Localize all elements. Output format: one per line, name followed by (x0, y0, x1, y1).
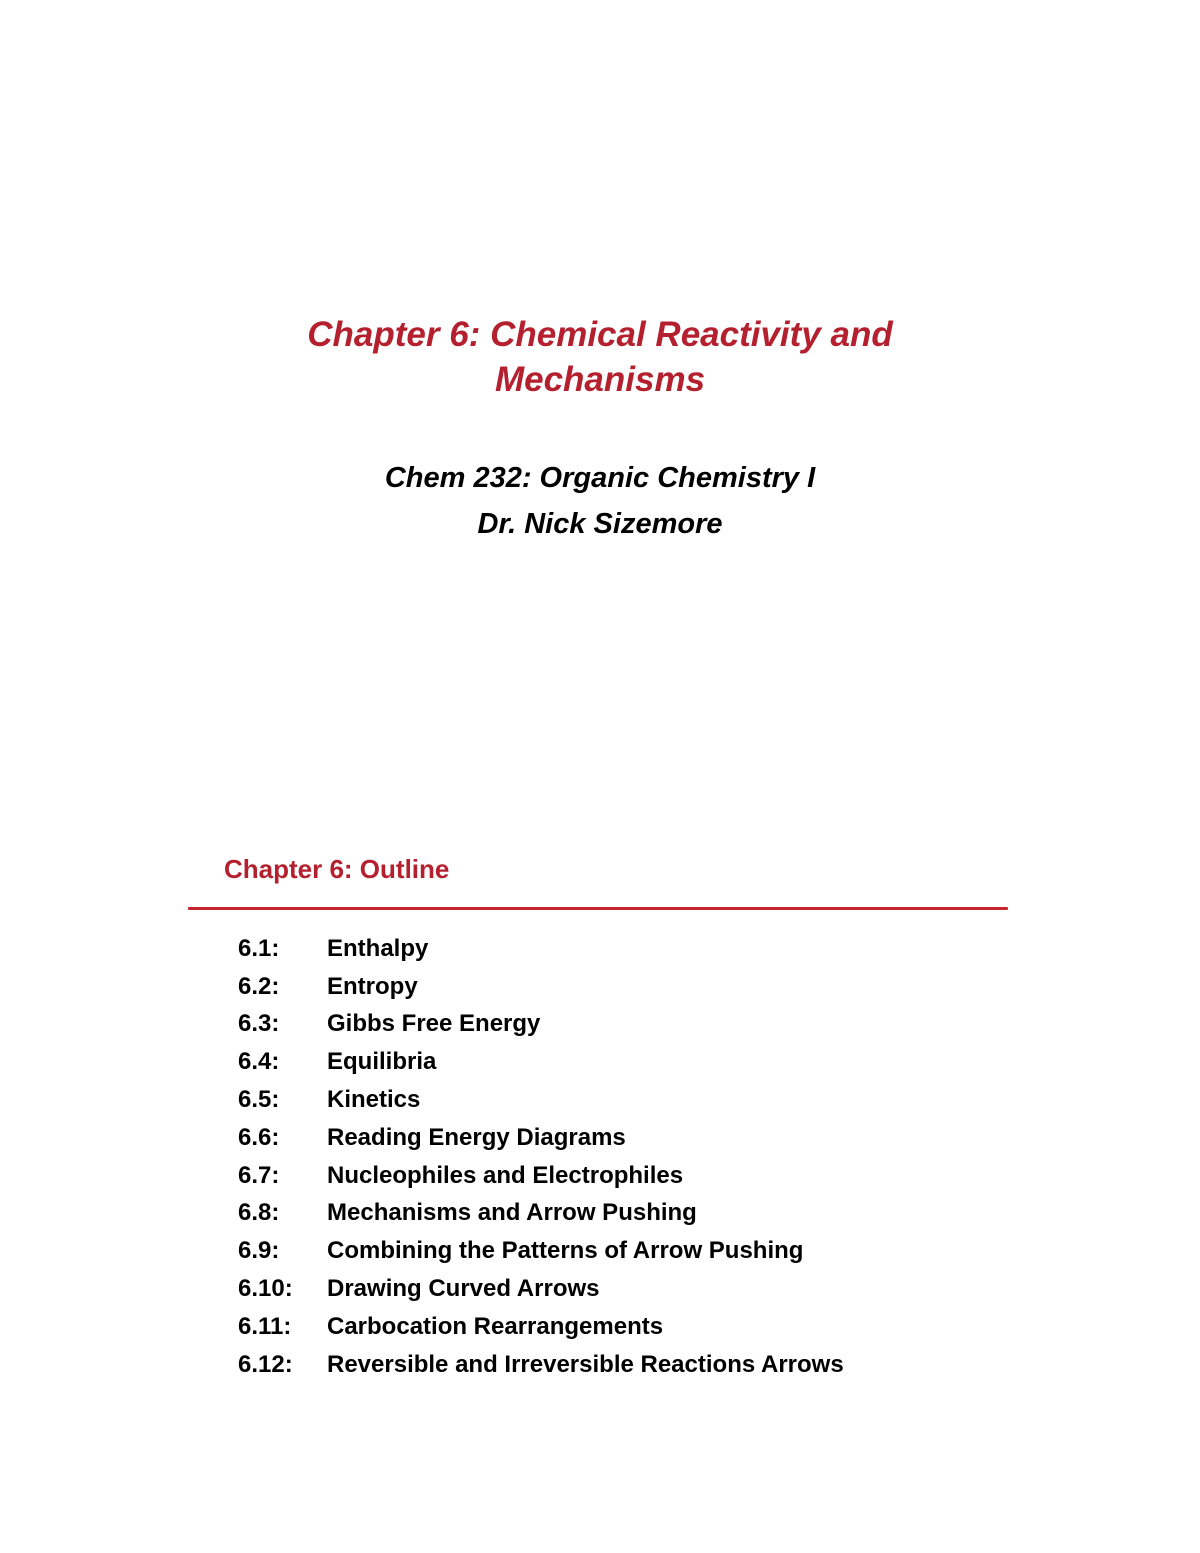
outline-list (238, 930, 844, 1384)
outline-item-number: 6.9: (238, 1237, 280, 1265)
outline-item-title: Gibbs Free Energy (327, 1010, 541, 1038)
outline-item (238, 1081, 844, 1119)
outline-item-number: 6.3: (238, 1010, 280, 1038)
instructor-name: Dr. Nick Sizemore (477, 508, 723, 540)
chapter-title (0, 312, 1200, 402)
outline-item-number: 6.8: (238, 1199, 280, 1227)
outline-item-number: 6.6: (238, 1123, 280, 1151)
outline-item-title: Equilibria (327, 1048, 437, 1076)
outline-item (238, 1195, 844, 1233)
outline-item-title: Kinetics (327, 1086, 421, 1114)
outline-item-title: Mechanisms and Arrow Pushing (327, 1199, 697, 1227)
outline-divider (188, 907, 1008, 910)
outline-item-number: 6.5: (238, 1086, 280, 1114)
outline-item-title: Nucleophiles and Electrophiles (327, 1161, 684, 1189)
outline-item (238, 1270, 844, 1308)
outline-item (238, 1232, 844, 1270)
course-name: Chem 232: Organic Chemistry I (384, 462, 816, 494)
outline-item-title: Reading Energy Diagrams (327, 1123, 626, 1151)
outline-item (238, 1006, 844, 1044)
outline-item-number: 6.10: (238, 1275, 293, 1303)
outline-item-number: 6.2: (238, 972, 280, 1000)
outline-item-title: Enthalpy (327, 934, 429, 962)
outline-item (238, 968, 844, 1006)
chapter-title-line-1: Chapter 6: Chemical Reactivity and (307, 315, 893, 354)
outline-item-number: 6.11: (238, 1312, 292, 1340)
outline-item (238, 1157, 844, 1195)
chapter-title-line-2: Mechanisms (494, 360, 706, 399)
outline-item-number: 6.12: (238, 1350, 293, 1378)
outline-heading: Chapter 6: Outline (224, 854, 450, 884)
outline-item-title: Combining the Patterns of Arrow Pushing (327, 1237, 804, 1265)
course-info (0, 455, 1200, 547)
outline-item (238, 1308, 844, 1346)
outline-item-title: Entropy (327, 972, 418, 1000)
outline-item-number: 6.7: (238, 1161, 280, 1189)
outline-item-title: Drawing Curved Arrows (327, 1275, 600, 1303)
outline-item (238, 1119, 844, 1157)
outline-item-number: 6.1: (238, 934, 280, 962)
outline-item (238, 1346, 844, 1384)
outline-item (238, 930, 844, 968)
outline-item-title: Reversible and Irreversible Reactions Arrows (327, 1350, 844, 1378)
outline-item-number: 6.4: (238, 1048, 280, 1076)
outline-item-title: Carbocation Rearrangements (327, 1312, 664, 1340)
outline-item (238, 1043, 844, 1081)
